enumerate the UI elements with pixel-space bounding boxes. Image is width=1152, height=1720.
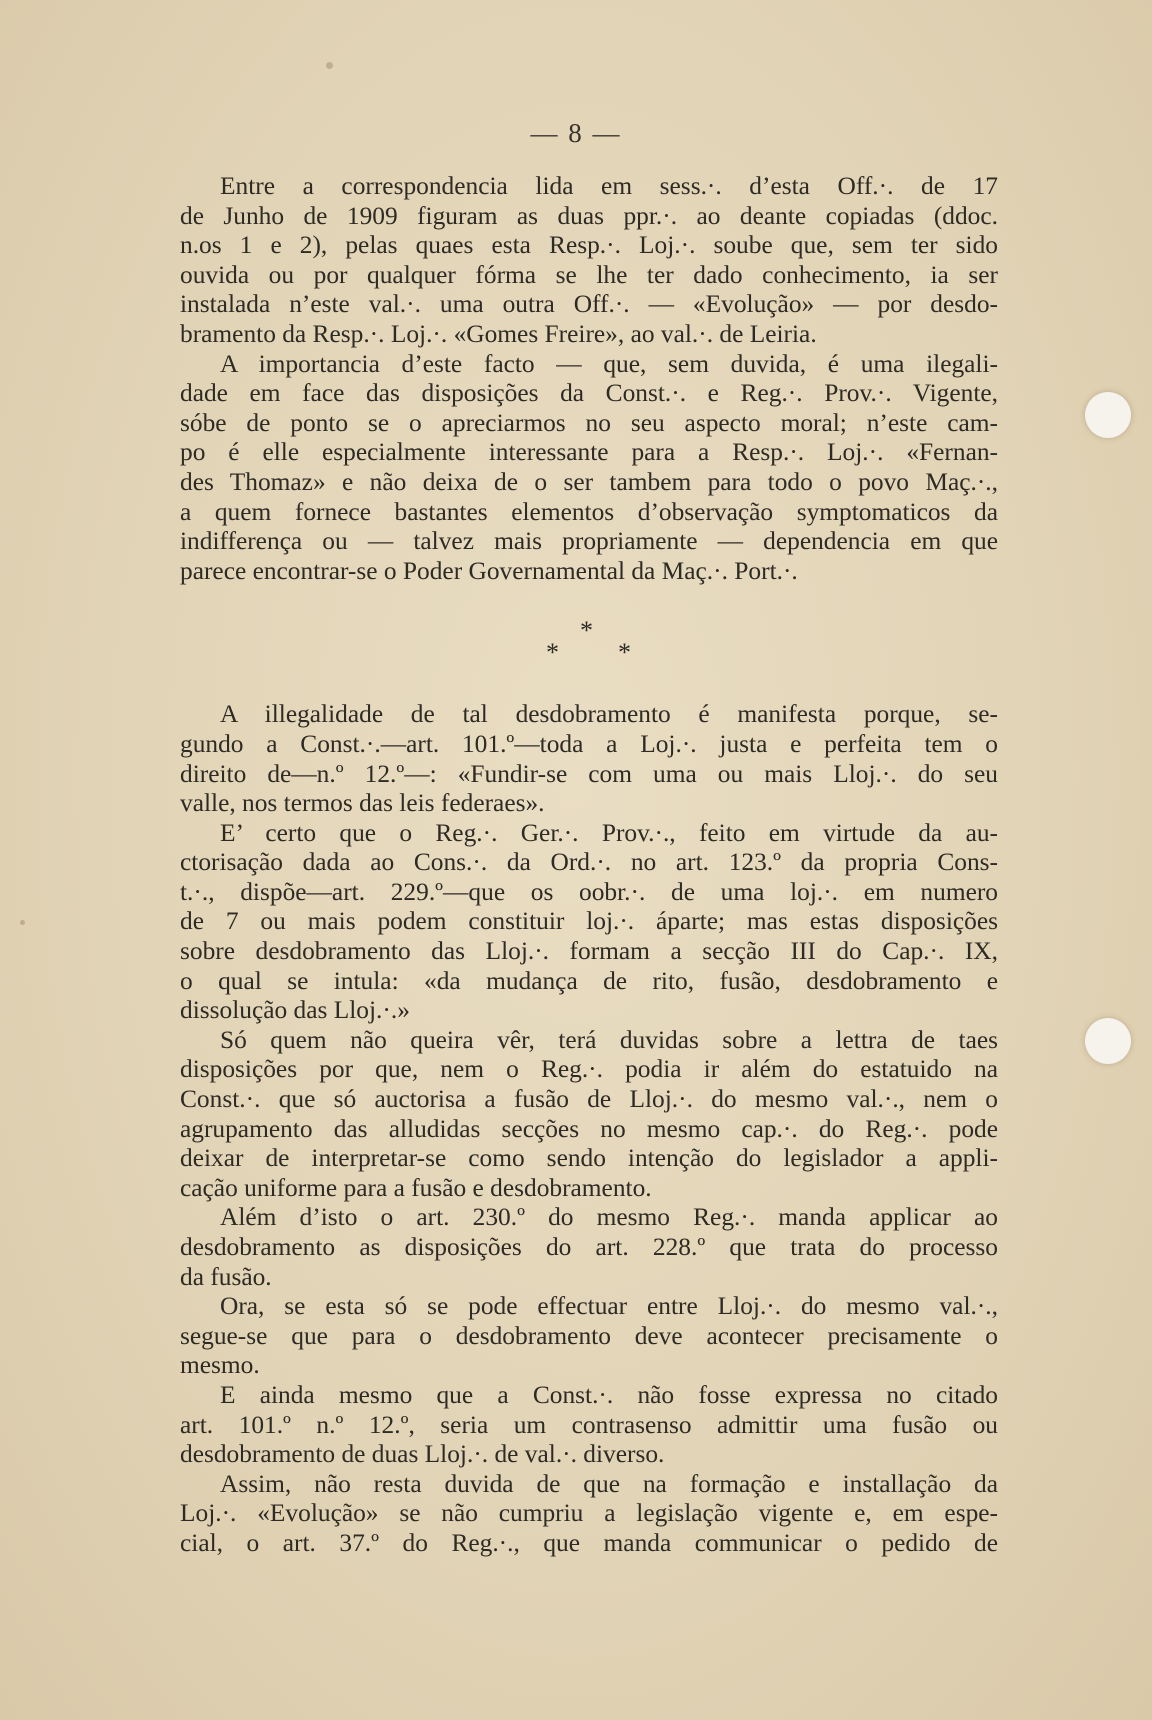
page-number: — 8 — [530,118,622,148]
asterism-star: * [546,638,559,668]
text-line: A illegalidade de tal desdobramento é manifesta porque, se- [220,700,998,729]
text-line: indifferença ou — talvez mais propriamente — dependencia em que [180,527,998,556]
text-line: gundo a Const.·.—art. 101.º—toda a Loj.·. justa e perfeita tem o [180,729,998,758]
paragraph [180,700,998,818]
text-line: ouvida ou por qualquer fórma se lhe ter dado conhecimento, ia ser [180,260,998,289]
text-line: Só quem não queira vêr, terá duvidas sobre a lettra de taes [220,1025,998,1054]
text-line: n.os 1 e 2), pelas quaes esta Resp.·. Loj.·. soube que, sem ter sido [180,231,998,260]
text-line: de 7 ou mais podem constituir loj.·. áparte; mas estas disposições [180,907,998,936]
paragraph [180,350,998,587]
asterism-star: * [580,616,593,646]
paper-spot [326,62,333,69]
text-line: deixar de interpretar-se como sendo intenção do legislador a appli- [180,1144,998,1173]
text-line: instalada n’este val.·. uma outra Off.·. — «Evolução» — por desdo- [180,290,998,319]
text-line: disposições por que, nem o Reg.·. podia ir além do estatuido na [180,1055,998,1084]
text-line: Entre a correspondencia lida em sess.·. d’esta Off.·. de 17 [220,172,998,200]
text-line: ctorisação dada ao Cons.·. da Ord.·. no art. 123.º da propria Cons- [180,848,998,877]
paragraph [180,1026,998,1204]
paper-spot [20,920,25,925]
text-line: de Junho de 1909 figuram as duas ppr.·. ao deante copiadas (ddoc. [180,201,998,230]
text-line: Ora, se esta só se pode effectuar entre Lloj.·. do mesmo val.·., [220,1292,998,1321]
text-line: Assim, não resta duvida de que na formação e installação da [220,1469,998,1498]
text-line: A importancia d’este facto — que, sem duvida, é uma ilegali- [220,349,998,378]
text-line: dissolução das Lloj.·.» [180,996,410,1025]
text-line: des Thomaz» e não deixa de o ser tambem para todo o povo Maç.·., [180,467,998,496]
text-line: da fusão. [180,1262,272,1291]
text-line: Além d’isto o art. 230.º do mesmo Reg.·. manda applicar ao [220,1203,998,1232]
binding-hole-top [1085,392,1131,438]
paragraph [180,1470,998,1559]
text-line: E ainda mesmo que a Const.·. não fosse expressa no citado [220,1380,998,1409]
text-line: agrupamento das alludidas secções no mesmo cap.·. do Reg.·. pode [180,1114,998,1143]
text-line: desdobramento as disposições do art. 228.º que trata do processo [180,1233,998,1261]
binding-hole-bottom [1085,1018,1131,1064]
text-line: sóbe de ponto se o apreciarmos no seu aspecto moral; n’este cam- [180,408,998,437]
text-line: Const.·. que só auctorisa a fusão de Lloj.·. do mesmo val.·., nem o [180,1085,998,1114]
text-line: segue-se que para o desdobramento deve acontecer precisamente o [180,1321,998,1350]
paragraph [180,172,998,350]
paragraph [180,1381,998,1470]
text-line: sobre desdobramento das Lloj.·. formam a secção III do Cap.·. IX, [180,937,998,966]
text-line: a quem fornece bastantes elementos d’observação symptomaticos da [180,497,998,526]
text-line: dade em face das disposições da Const.·. e Reg.·. Prov.·. Vigente, [180,379,998,408]
text-line: desdobramento de duas Lloj.·. de val.·. diverso. [180,1440,665,1469]
section-asterism [180,616,998,700]
text-line: cação uniforme para a fusão e desdobramento. [180,1173,652,1202]
text-line: po é elle especialmente interessante para a Resp.·. Loj.·. «Fernan- [180,438,998,467]
text-line: t.·., dispõe—art. 229.º—que os oobr.·. de uma loj.·. em numero [180,877,998,906]
text-line: direito de—n.º 12.º—: «Fundir-se com uma ou mais Lloj.·. do seu [180,759,998,788]
text-line: valle, nos termos das leis federaes». [180,789,545,818]
paragraph [180,1203,998,1292]
text-line: Loj.·. «Evolução» se não cumpriu a legislação vigente e, em espe- [180,1499,998,1528]
text-line: E’ certo que o Reg.·. Ger.·. Prov.·., feito em virtude da au- [220,818,998,847]
text-line: o qual se intula: «da mudança de rito, fusão, desdobramento e [180,966,998,995]
paragraph [180,819,998,1026]
text-line: art. 101.º n.º 12.º, seria um contrasenso admittir uma fusão ou [180,1410,998,1439]
asterism-star: * [618,638,631,668]
text-line: cial, o art. 37.º do Reg.·., que manda communicar o pedido de [180,1528,998,1557]
body-text [180,172,998,1559]
text-line: parece encontrar-se o Poder Governamental da Maç.·. Port.·. [180,556,798,585]
text-line: bramento da Resp.·. Loj.·. «Gomes Freire», ao val.·. de Leiria. [180,319,817,348]
paragraph [180,1292,998,1381]
text-line: mesmo. [180,1351,260,1380]
